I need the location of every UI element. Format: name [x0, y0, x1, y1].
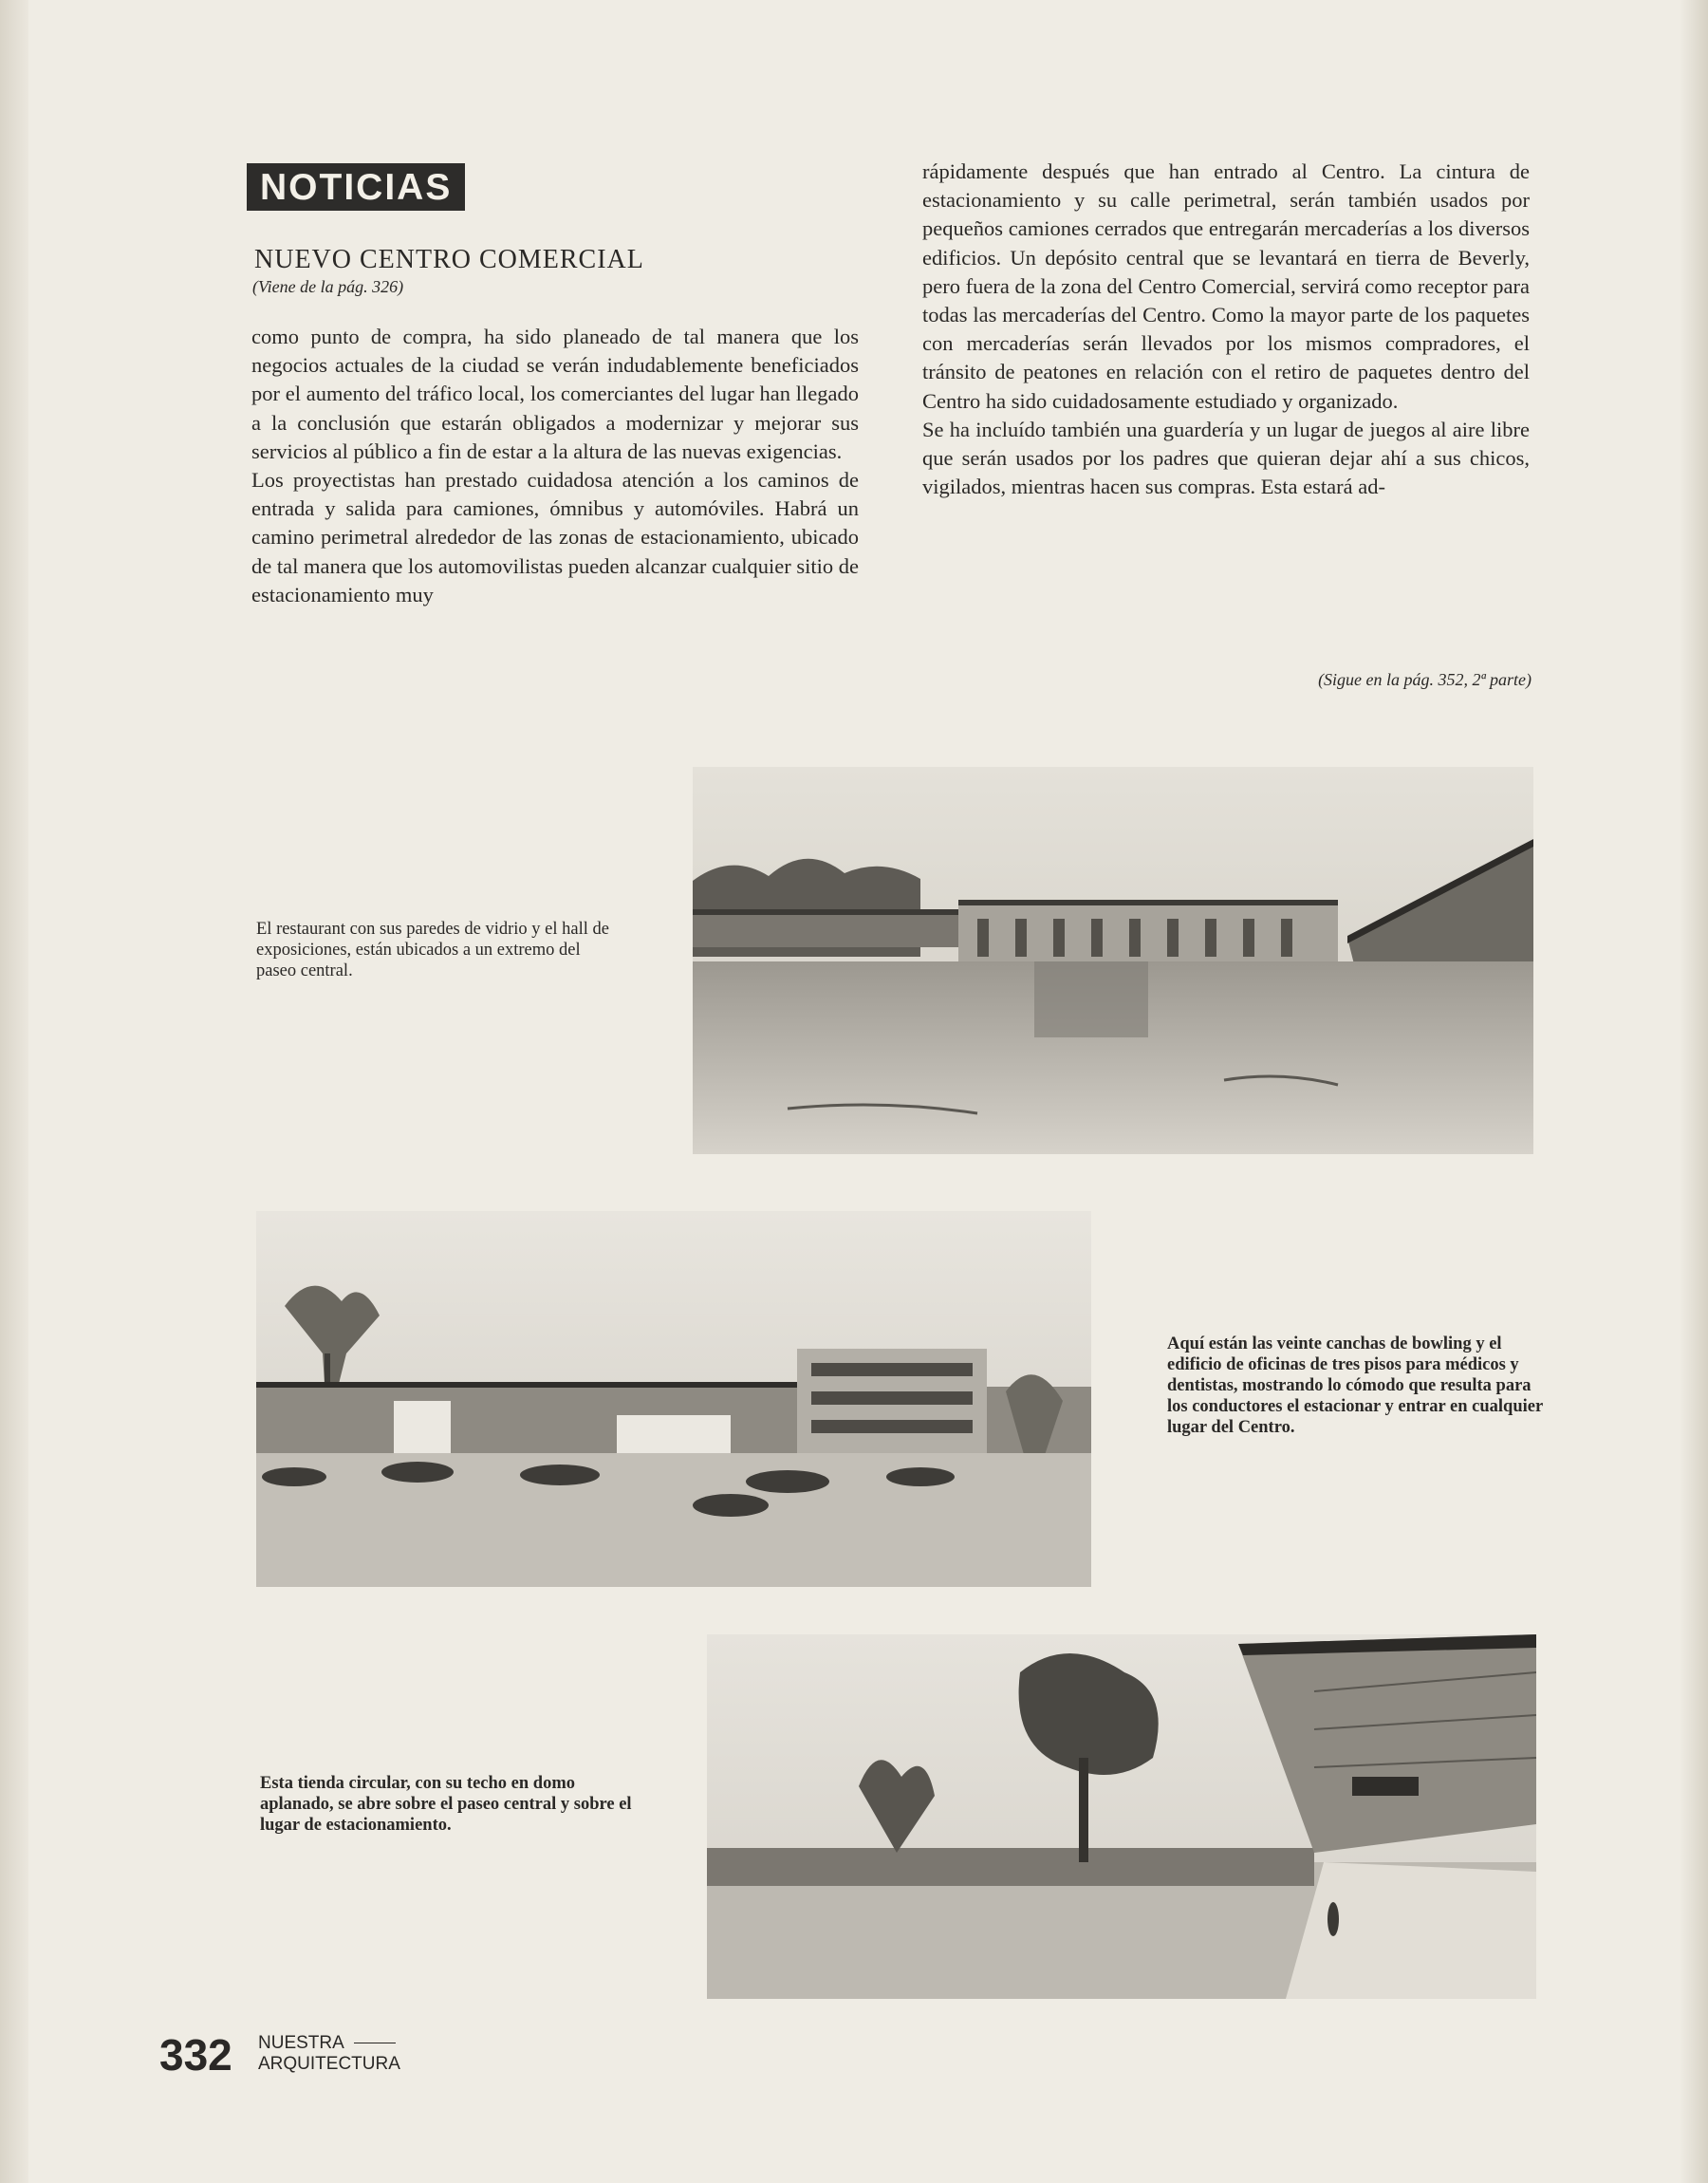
article-title: NUEVO CENTRO COMERCIAL — [254, 245, 644, 274]
page-outer-edge — [1680, 0, 1708, 2183]
restaurant-rendering-image — [693, 767, 1533, 1154]
bowling-rendering-image — [256, 1211, 1091, 1587]
article-right-column — [922, 158, 1530, 501]
continued-to-note: (Sigue en la pág. 352, 2ª parte) — [1318, 670, 1532, 689]
store-caption: Esta tienda circular, con su techo en domo aplanado, se abre sobre el paseo central y sobre el lugar de estacionamiento. — [260, 1774, 632, 1835]
magazine-name-line2: ARQUITECTURA — [258, 2054, 400, 2074]
continued-from-note: (Viene de la pág. 326) — [252, 277, 404, 296]
page-binding-edge — [0, 0, 28, 2183]
restaurant-caption: El restaurant con sus paredes de vidrio y el hall de exposiciones, están ubicados a un extremo del paseo central. — [256, 920, 609, 980]
paragraph: Los proyectistas han prestado cuidadosa atención a los caminos de entrada y salida para camiones, ómnibus y automóviles. Habrá un camino perimetral alrededor de las zonas de estacionamiento, ubicado de tal manera que los automovilistas pueden alcanzar cualquier sitio de estacionamiento muy — [251, 468, 859, 606]
article-left-column — [251, 323, 859, 609]
paragraph: rápidamente después que han entrado al Centro. La cintura de estacionamiento y su calle perimetral, serán también usados por pequeños camiones cerrados que entregarán mercaderías a los diversos edificios. Un depósito central que se levantará en tierra de Beverly, pero fuera de la zona del Centro Comercial, servirá como receptor para todas las mercaderías del Centro. Como la mayor parte de los paquetes con mercaderías serán llevados por los mismos compradores, el tránsito de peatones en relación con el retiro de paquetes dentro del Centro ha sido cuidadosamente estudiado y organizado. — [922, 159, 1530, 413]
magazine-name-line1: NUESTRA — [258, 2033, 344, 2053]
page-number: 332 — [159, 2030, 232, 2080]
magazine-name — [258, 2033, 400, 2075]
store-rendering-image — [707, 1634, 1536, 1999]
paragraph: como punto de compra, ha sido planeado de tal manera que los negocios actuales de la ciudad se verán indudablemente beneficiados por el aumento del tráfico local, los comerciantes del lugar han llegado a la conclusión que estarán obligados a modernizar y mejorar sus servicios al público a fin de estar a la altura de las nuevas exigencias. — [251, 325, 859, 463]
section-label: NOTICIAS — [247, 163, 465, 211]
bowling-caption: Aquí están las veinte canchas de bowling y el edificio de oficinas de tres pisos para médicos y dentistas, mostrando lo cómodo que resulta para los conductores el estacionar y entrar en cualquier lugar del Centro. — [1167, 1334, 1543, 1437]
paragraph: Se ha incluído también una guardería y un lugar de juegos al aire libre que serán usados por los padres que quieran dejar ahí a sus chicos, vigilados, mientras hacen sus compras. Esta estará ad- — [922, 417, 1530, 499]
